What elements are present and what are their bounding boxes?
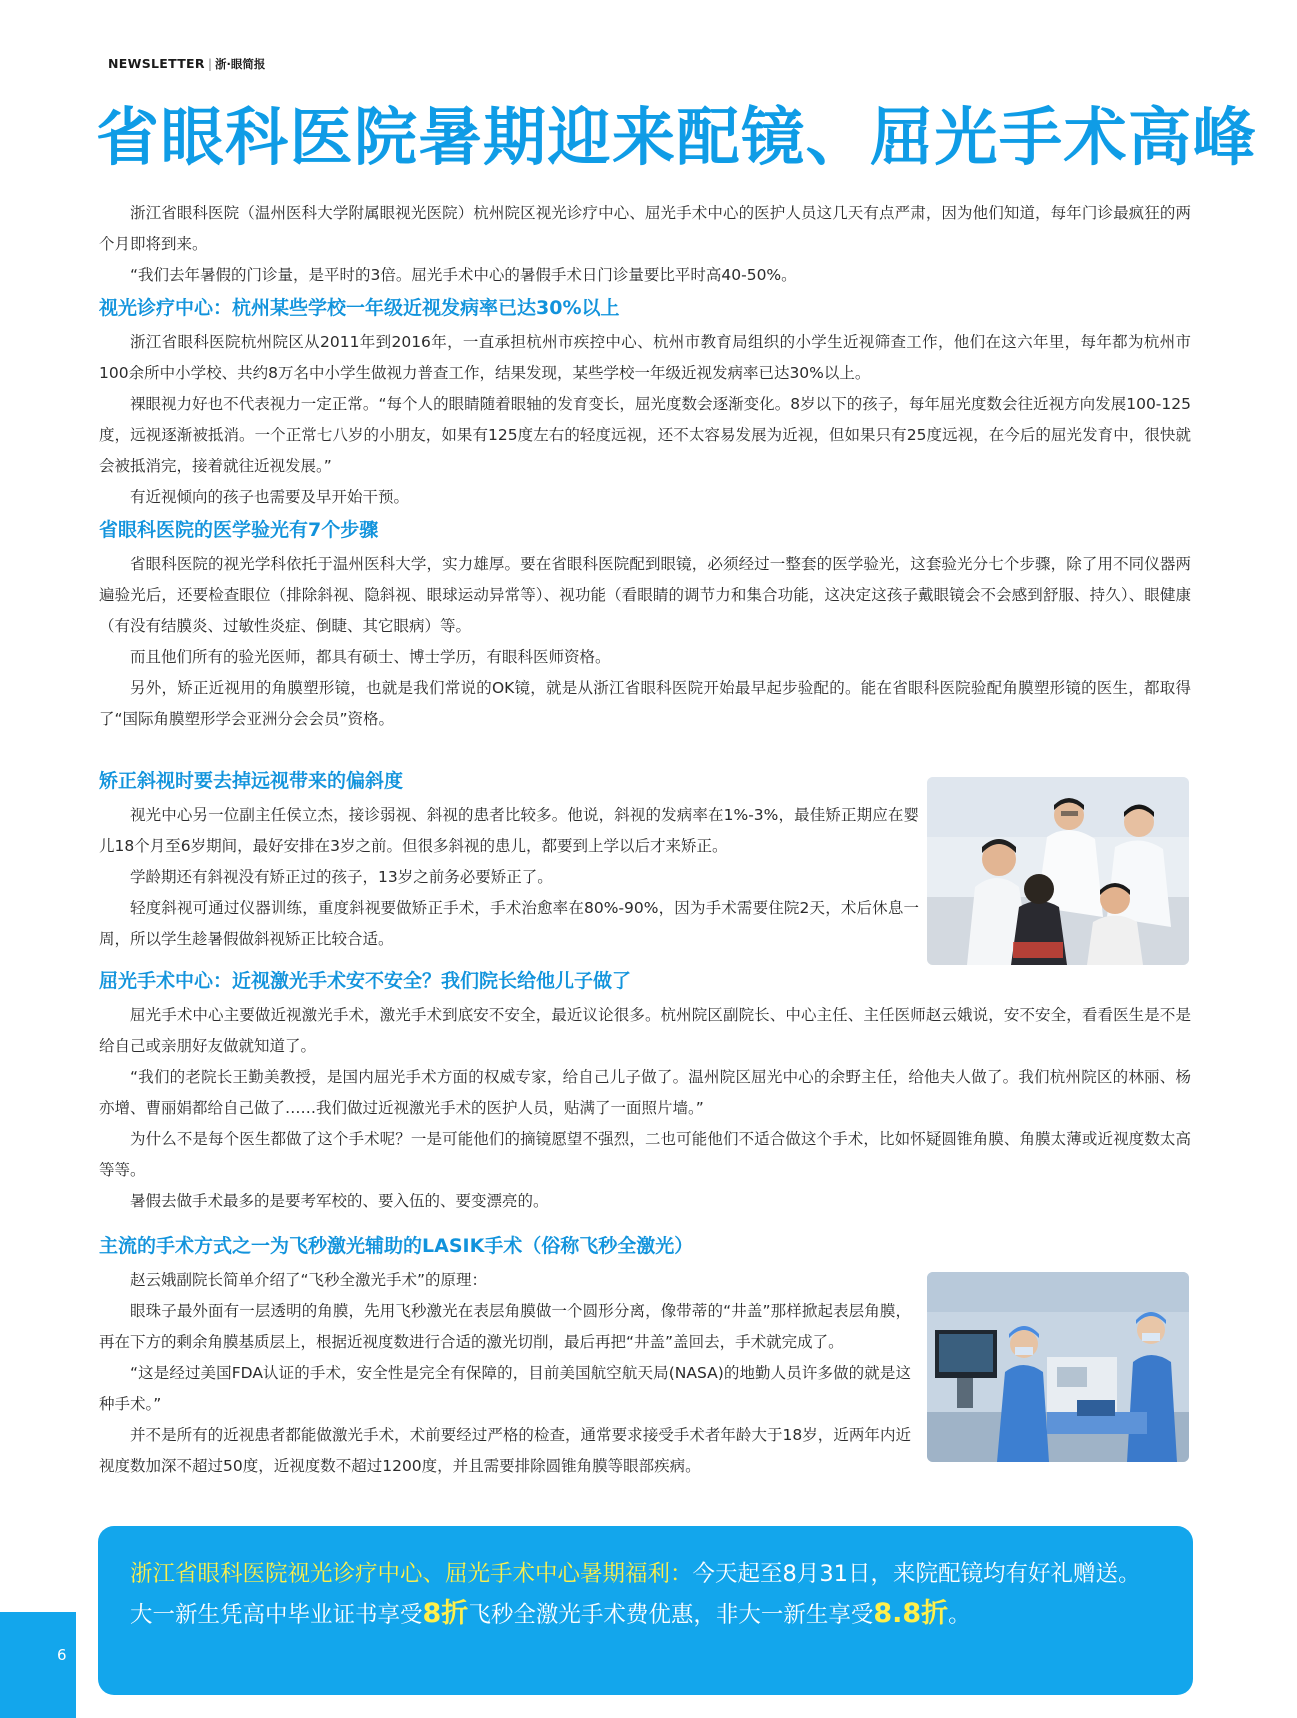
- paragraph: 轻度斜视可通过仪器训练，重度斜视要做矫正手术，手术治愈率在80%-90%，因为手术需要住院2天，术后休息一周，所以学生趁暑假做斜视矫正比较合适。: [99, 899, 919, 948]
- paragraph: 学龄期还有斜视没有矫正过的孩子，13岁之前务必要矫正了。: [130, 868, 553, 886]
- publication-name: 浙·眼简报: [215, 57, 266, 71]
- intro-paragraph: “我们去年暑假的门诊量，是平时的3倍。屈光手术中心的暑假手术日门诊量要比平时高40-50%。: [130, 266, 797, 284]
- section-heading: 矫正斜视时要去掉远视带来的偏斜度: [99, 770, 404, 792]
- photo-operating-room: [927, 1272, 1189, 1462]
- section-lasik: [99, 1229, 911, 1482]
- masthead-separator: |: [207, 56, 213, 71]
- intro-paragraph: 浙江省眼科医院（温州医科大学附属眼视光医院）杭州院区视光诊疗中心、屈光手术中心的医护人员这几天有点严肃，因为他们知道，每年门诊最疯狂的两个月即将到来。: [99, 204, 1191, 253]
- article-body-top: [99, 198, 1191, 735]
- discount-freshman: 8折: [422, 1598, 469, 1629]
- paragraph: 并不是所有的近视患者都能做激光手术，术前要经过严格的检查，通常要求接受手术者年龄大于18岁，近两年内近视度数加深不超过50度，近视度数不超过1200度，并且需要排除圆锥角膜等眼部疾病。: [99, 1426, 911, 1475]
- photo-eye-exam: [927, 777, 1189, 965]
- promo-line-1: [130, 1554, 1163, 1594]
- promo-lead: 浙江省眼科医院视光诊疗中心、屈光手术中心暑期福利：: [130, 1561, 693, 1587]
- section-heading: 屈光手术中心：近视激光手术安不安全？我们院长给他儿子做了: [99, 970, 632, 992]
- paragraph: 另外，矫正近视用的角膜塑形镜，也就是我们常说的OK镜，就是从浙江省眼科医院开始最早起步验配的。能在省眼科医院验配角膜塑形镜的医生，都取得了“国际角膜塑形学会亚洲分会会员”资格。: [99, 679, 1191, 728]
- promo-line-1-text: 今天起至8月31日，来院配镜均有好礼赠送。: [692, 1561, 1141, 1587]
- page-title: 省眼科医院暑期迎来配镜、屈光手术高峰: [96, 101, 1257, 174]
- section-refractive: [99, 964, 1191, 1217]
- paragraph: 视光中心另一位副主任侯立杰，接诊弱视、斜视的患者比较多。他说，斜视的发病率在1%-3%，最佳矫正期应在婴儿18个月至6岁期间，最好安排在3岁之前。但很多斜视的患儿，都要到上学以后才来矫正。: [99, 806, 919, 855]
- paragraph: 裸眼视力好也不代表视力一定正常。“每个人的眼睛随着眼轴的发育变长，屈光度数会逐渐变化。8岁以下的孩子，每年屈光度数会往近视方向发展100-125度，远视逐渐被抵消。一个正常七八岁的小朋友，如果有125度左右的轻度远视，还不太容易发展为近视，但如果只有25度远视，在今后的屈光发育中，很快就会被抵消完，接着就往近视发展。”: [99, 395, 1191, 475]
- page-number: 6: [57, 1646, 67, 1664]
- paragraph: 赵云娥副院长简单介绍了“飞秒全激光手术”的原理：: [130, 1271, 488, 1289]
- page-number-tab: [0, 1612, 76, 1718]
- paragraph: 为什么不是每个医生都做了这个手术呢？一是可能他们的摘镜愿望不强烈，二也可能他们不适合做这个手术，比如怀疑圆锥角膜、角膜太薄或近视度数太高等等。: [99, 1130, 1191, 1179]
- masthead: [108, 56, 265, 72]
- promo-line-2-text-a: 大一新生凭高中毕业证书享受: [130, 1602, 423, 1628]
- promo-line-2-end: 。: [948, 1602, 971, 1628]
- promo-line-2: [130, 1594, 1163, 1635]
- section-heading: 主流的手术方式之一为飞秒激光辅助的LASIK手术（俗称飞秒全激光）: [99, 1235, 694, 1257]
- newsletter-label: NEWSLETTER: [108, 56, 205, 71]
- section-heading: 视光诊疗中心：杭州某些学校一年级近视发病率已达30%以上: [99, 297, 620, 319]
- paragraph: 有近视倾向的孩子也需要及早开始干预。: [130, 488, 410, 506]
- paragraph: 省眼科医院的视光学科依托于温州医科大学，实力雄厚。要在省眼科医院配到眼镜，必须经过一整套的医学验光，这套验光分七个步骤，除了用不同仪器两遍验光后，还要检查眼位（排除斜视、隐斜视、眼球运动异常等）、视功能（看眼睛的调节力和集合功能，这决定这孩子戴眼镜会不会感到舒服、持久）、眼健康（有没有结膜炎、过敏性炎症、倒睫、其它眼病）等。: [99, 555, 1191, 635]
- paragraph: “我们的老院长王勤美教授，是国内屈光手术方面的权威专家，给自己儿子做了。温州院区屈光中心的余野主任，给他夫人做了。我们杭州院区的林丽、杨亦增、曹丽娟都给自己做了……我们做过近视激光手术的医护人员，贴满了一面照片墙。”: [99, 1068, 1191, 1117]
- paragraph: 屈光手术中心主要做近视激光手术，激光手术到底安不安全，最近议论很多。杭州院区副院长、中心主任、主任医师赵云娥说，安不安全，看看医生是不是给自己或亲朋好友做就知道了。: [99, 1006, 1191, 1055]
- paragraph: 浙江省眼科医院杭州院区从2011年到2016年，一直承担杭州市疾控中心、杭州市教育局组织的小学生近视筛查工作，他们在这六年里，每年都为杭州市100余所中小学校、共约8万名中小学生做视力普查工作，结果发现，某些学校一年级近视发病率已达30%以上。: [99, 333, 1191, 382]
- paragraph: 而且他们所有的验光医师，都具有硕士、博士学历，有眼科医师资格。: [130, 648, 611, 666]
- section-heading: 省眼科医院的医学验光有7个步骤: [99, 519, 379, 541]
- discount-other: 8.8折: [873, 1598, 949, 1629]
- promo-box: [98, 1526, 1193, 1695]
- section-strabismus: [99, 764, 919, 955]
- promo-line-2-text-b: 飞秒全激光手术费优惠，非大一新生享受: [468, 1602, 874, 1628]
- paragraph: 眼珠子最外面有一层透明的角膜，先用飞秒激光在表层角膜做一个圆形分离，像带蒂的“井盖”那样掀起表层角膜，再在下方的剩余角膜基质层上，根据近视度数进行合适的激光切削，最后再把“井盖”盖回去，手术就完成了。: [99, 1302, 911, 1351]
- paragraph: “这是经过美国FDA认证的手术，安全性是完全有保障的，目前美国航空航天局(NASA)的地勤人员许多做的就是这种手术。”: [99, 1364, 911, 1413]
- paragraph: 暑假去做手术最多的是要考军校的、要入伍的、要变漂亮的。: [130, 1192, 549, 1210]
